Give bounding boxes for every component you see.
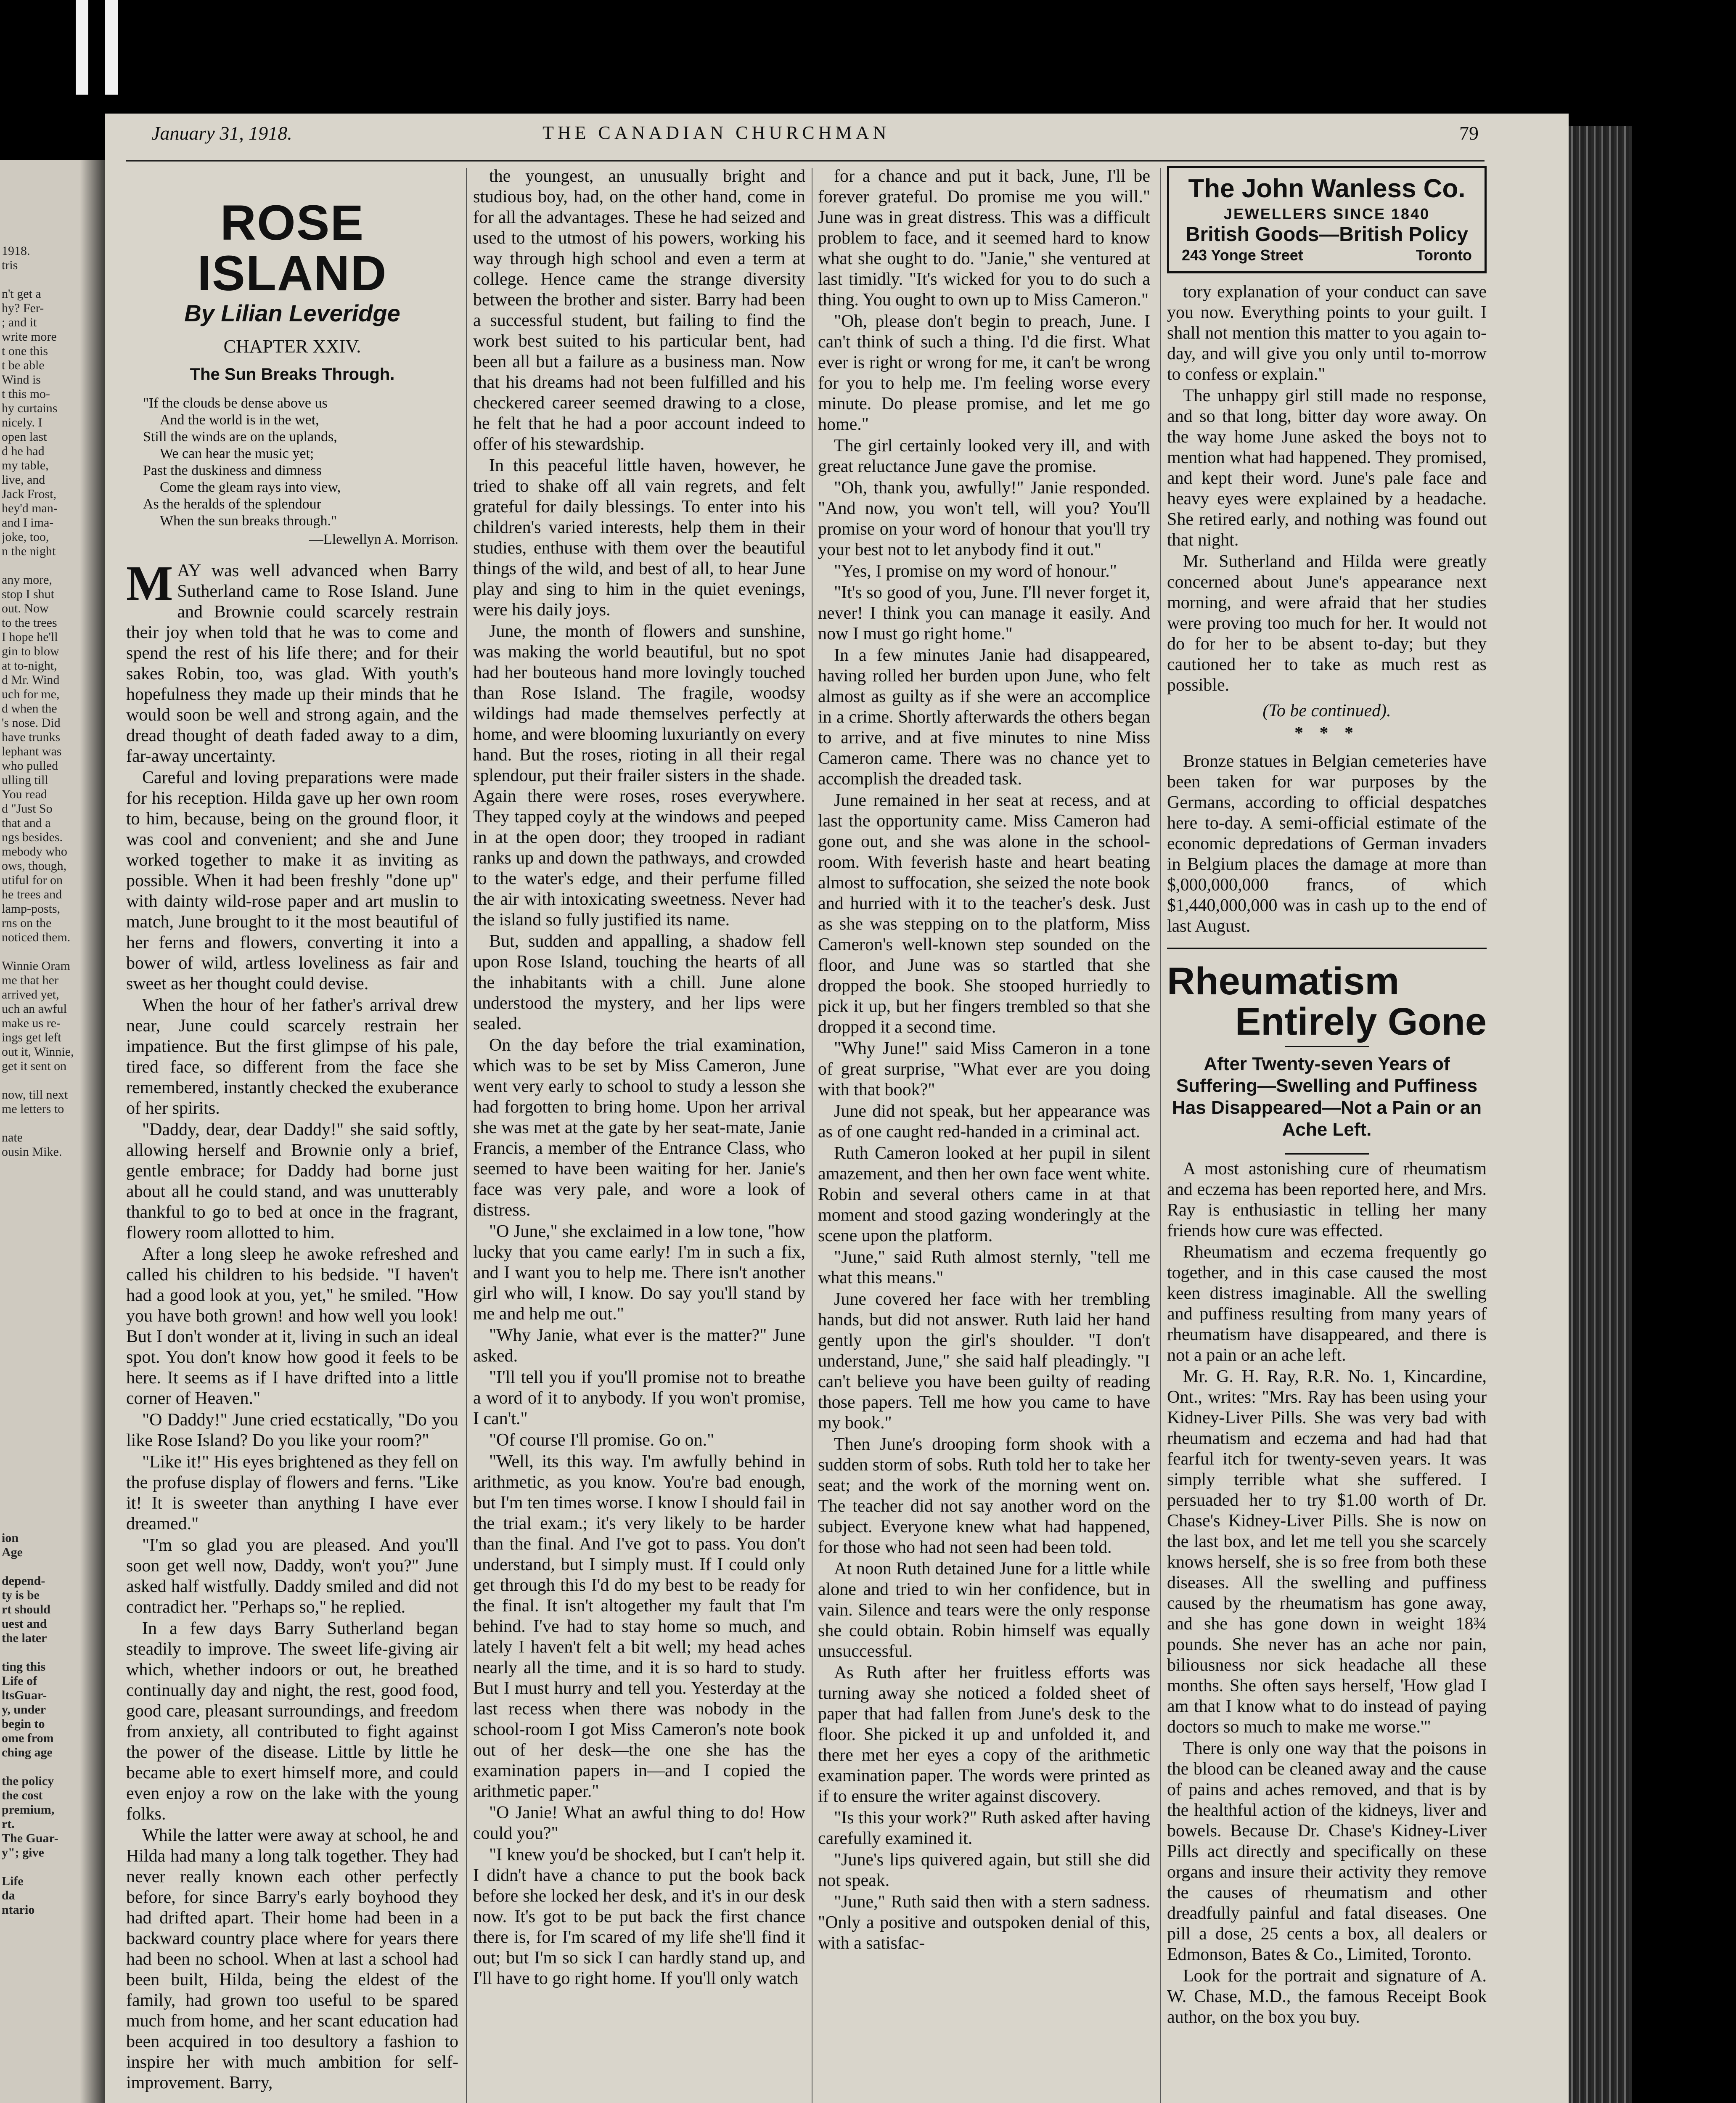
chapter-number: CHAPTER XXIV. xyxy=(223,336,361,357)
gutter-line: ows, though, xyxy=(2,859,67,873)
section-separator xyxy=(1167,948,1487,949)
paragraph: In a few days Barry Sutherland began steadily to improve. The sweet life-giving air which, whether indoors or out, he breathed continually day and night, the rest, good food, good care, pleasant surroundings, and freedom from anxiety, all contributed to fight against the power of the disease. Little by little he became able to exert himself more, and could even enjoy a row on the lake with the young folks. xyxy=(126,1619,458,1824)
gutter-line: hy curtains xyxy=(2,401,58,415)
paragraph: Then June's drooping form shook with a sudden storm of sobs. Ruth told her to take her seat; and the work of the morning went on. The teacher did not say another word on the subject. Everyone knew what had happened, for those who had not seen had been told. xyxy=(818,1435,1150,1557)
gutter-shadow xyxy=(80,160,105,2103)
gutter-line: utiful for on xyxy=(2,873,63,887)
gutter-line: d "Just So xyxy=(2,802,53,816)
gutter-line: n't get a xyxy=(2,287,41,301)
gutter-line: ; and it xyxy=(2,315,37,329)
column-rule xyxy=(466,168,467,2103)
gutter-line: t this mo- xyxy=(2,387,50,401)
gutter-line: my table, xyxy=(2,458,49,472)
gutter-line: I hope he'll xyxy=(2,630,58,644)
gutter-line: Age xyxy=(2,1545,23,1559)
gutter-line: hey'd man- xyxy=(2,501,58,515)
paragraph: But, sudden and appalling, a shadow fell upon Rose Island, touching the hearts of all the inhabitants with a chill. June alone understood the mystery, and her lips were sealed. xyxy=(473,932,805,1033)
gutter-line: y, under xyxy=(2,1703,46,1716)
column-4 xyxy=(1167,166,1487,2103)
paragraph: "Is this your work?" Ruth asked after having carefully examined it. xyxy=(818,1808,1150,1848)
gutter-line: out it, Winnie, xyxy=(2,1045,74,1059)
ad-tagline: JEWELLERS SINCE 1840 xyxy=(1223,205,1430,222)
section-stars: * * * xyxy=(1294,723,1359,743)
gutter-line: and I ima- xyxy=(2,516,54,530)
column-2 xyxy=(473,166,805,2103)
gutter-line: 1918. xyxy=(2,244,30,258)
book-edge xyxy=(1569,126,1632,2103)
gutter-line: ting this xyxy=(2,1660,46,1674)
paragraph: At noon Ruth detained June for a little while alone and tried to win her confidence, but in vain. Silence and tears were the only response she could obtain. Robin himself was equally unsuccessful. xyxy=(818,1559,1150,1661)
paragraph: "Oh, thank you, awfully!" Janie responded. "And now, you won't tell, will you? You'll promise on your word of honour that you'll try your best not to let anybody find it out." xyxy=(818,478,1150,559)
publication-title: THE CANADIAN CHURCHMAN xyxy=(542,122,890,143)
gutter-line: live, and xyxy=(2,473,45,487)
gutter-line: y"; give xyxy=(2,1846,44,1859)
paragraph: "I'm so glad you are pleased. And you'll soon get well now, Daddy, won't you?" June asked half wistfully. Daddy smiled and did not contradict her. "Perhaps so," he replied. xyxy=(126,1536,458,1617)
gutter-line: The Guar- xyxy=(2,1831,58,1845)
paragraph: When the hour of her father's arrival drew near, June could scarcely restrain her impatience. But the first glimpse of his pale, tired face, so different from the face she remembered, instantly checked the exuberance of her spirits. xyxy=(126,996,458,1118)
ad-policy: British Goods—British Policy xyxy=(1185,223,1469,246)
epigraph-poem xyxy=(143,395,458,548)
gutter-line: mebody who xyxy=(2,845,67,858)
paragraph: A most astonishing cure of rheumatism and eczema has been reported here, and Mrs. Ray is enthusiastic in telling her many friends how cure was effected. xyxy=(1167,1159,1487,1240)
paragraph: "Daddy, dear, dear Daddy!" she said softly, allowing herself and Brownie only a brief, gentle embrace; for Daddy had borne just about all he could stand, and was unutterably thankful to go to bed at once in the fragrant, flowery room allotted to him. xyxy=(126,1120,458,1242)
paragraph: While the latter were away at school, he and Hilda had many a long talk together. They had never really known each other perfectly before, for since Barry's early boyhood they had drifted apart. Their home had been in a backward country place where for years there had been no school. When at last a school had been built, Hilda, being the eldest of the family, had grown too useful to be spared much from home, and her scant education had been acquired in too desultory a fashion to inspire her with much ambition for self-improvement. Barry, xyxy=(126,1826,458,2092)
gutter-line: the later xyxy=(2,1631,47,1645)
gutter-line: ltsGuar- xyxy=(2,1688,47,1702)
gutter-line: make us re- xyxy=(2,1016,61,1030)
poem-line: Still the winds are on the uplands, xyxy=(143,429,337,445)
gutter-line: ulling till xyxy=(2,773,48,787)
paragraph: "I'll tell you if you'll promise not to breathe a word of it to anybody. If you won't promise, I can't." xyxy=(473,1368,805,1428)
rheumatism-headline xyxy=(1167,961,1487,1042)
news-item: Bronze statues in Belgian cemeteries have been taken for war purposes by the Germans, according to official despatches here to-day. A semi-official estimate of the economic depredations of German invaders in Belgium places the damage at more than $,000,000,000 francs, of which $1,440,000,000 was in cash up to the end of last August. xyxy=(1167,752,1487,936)
gutter-line: ching age xyxy=(2,1745,53,1759)
paragraph: "It's so good of you, June. I'll never forget it, never! I think you can manage it easily. And now I must go right home." xyxy=(818,583,1150,644)
paragraph: "O Janie! What an awful thing to do! How could you?" xyxy=(473,1803,805,1843)
gutter-line: ion xyxy=(2,1531,19,1545)
gutter-line: uch for me, xyxy=(2,687,60,701)
paragraph: The girl certainly looked very ill, and with great reluctance June gave the promise. xyxy=(818,436,1150,476)
gutter-line: now, till next xyxy=(2,1088,68,1102)
gutter-line: that and a xyxy=(2,816,51,830)
gutter-line: ings get left xyxy=(2,1030,61,1044)
paragraph: June covered her face with her trembling hands, but did not answer. Ruth laid her hand gently upon the girl's shoulder. "I don't understand, June," she said half pleadingly. "I can't believe you have been guilty of reading those papers. Tell me how you came to have my book." xyxy=(818,1290,1150,1433)
gutter-line: nicely. I xyxy=(2,416,42,429)
paragraph: "June," said Ruth almost sternly, "tell me what this means." xyxy=(818,1247,1150,1287)
gutter-line: who pulled xyxy=(2,759,58,773)
paragraph: "Oh, please don't begin to preach, June. I can't think of such a thing. I'd die first. What ever is right or wrong for me, it can't be wrong for you to help me. I'm feeling worse every minute. Do please promise, and let me go home." xyxy=(818,312,1150,434)
poem-line: Come the gleam rays into view, xyxy=(160,479,341,495)
paragraph: "Like it!" His eyes brightened as they fell on the profuse display of flowers and ferns. "Like it! It is sweeter than anything I have ever dreamed." xyxy=(126,1452,458,1534)
paragraph: In this peaceful little haven, however, he tried to shake off all vain regrets, and felt grateful for daily blessings. To enter into his children's varied interests, help them in their studies, enthuse with them over the beautiful things of the wild, and best of all, to hear June play and sing to him in the quiet evenings, were his daily joys. xyxy=(473,456,805,620)
column-rule xyxy=(1160,168,1161,2103)
gutter-line: da xyxy=(2,1888,15,1902)
paragraph: There is only one way that the poisons in the blood can be cleaned away and the cause of pains and aches removed, and that is by the healthful action of the kidneys, liver and bowels. Because Dr. Chase's Kidney-Liver Pills act directly and specifically on these organs and insure their activity they remove the causes of rheumatism and other dreadfully painful and fatal diseases. One pill a dose, 25 cents a box, all dealers or Edmonson, Bates & Co., Limited, Toronto. xyxy=(1167,1739,1487,1964)
opening-paragraph xyxy=(126,556,458,767)
gutter-line: hy? Fer- xyxy=(2,301,44,315)
paragraph: "June's lips quivered again, but still she did not speak. xyxy=(818,1850,1150,1890)
gutter-line: ousin Mike. xyxy=(2,1145,62,1159)
to-be-continued: (To be continued). xyxy=(1262,701,1391,720)
poem-line: As the heralds of the splendour xyxy=(143,496,321,512)
paragraph: "I knew you'd be shocked, but I can't help it. I didn't have a chance to put the book back before she locked her desk, and it's in our desk now. It's got to be put back the first chance there is, for I'm scared of my life she'll find it out; but I'm so sick I can hardly stand up, and I'll have to go right home. If you'll only watch xyxy=(473,1845,805,1988)
gutter-line: t one this xyxy=(2,344,48,358)
paragraph: On the day before the trial examination, which was to be set by Miss Cameron, June went very early to school to study a lesson she had forgotten to bring home. Upon her arrival she was met at the gate by her seat-mate, Janie Francis, a member of the Entrance Class, who seemed to have been waiting for her. Janie's face was very pale, and wore a look of distress. xyxy=(473,1036,805,1220)
ad-address-line xyxy=(1173,245,1480,265)
chapter-title: The Sun Breaks Through. xyxy=(190,365,395,384)
gutter-line: joke, too, xyxy=(2,530,49,544)
paragraph: In a few minutes Janie had disappeared, having rolled her burden upon June, who felt almost as guilty as if she were an accomplice in a crime. Shortly afterwards the others began to arrive, and at five minutes to nine Miss Cameron came. There was no chance yet to accomplish the dreaded task. xyxy=(818,646,1150,789)
gutter-line: depend- xyxy=(2,1574,45,1588)
column-3 xyxy=(818,166,1150,2103)
ad-city: Toronto xyxy=(1416,246,1472,264)
gutter-line: premium, xyxy=(2,1803,55,1817)
gutter-line: Winnie Oram xyxy=(2,959,70,973)
gutter-line: ome from xyxy=(2,1731,54,1745)
gutter-line: ntario xyxy=(2,1903,35,1917)
story-byline: By Lilian Leveridge xyxy=(184,300,400,326)
gutter-line: t be able xyxy=(2,358,45,372)
paragraph: "Of course I'll promise. Go on." xyxy=(489,1430,715,1450)
paragraph: for a chance and put it back, June, I'll be forever grateful. Do promise me you will." June was in great distress. This was a difficult problem to face, and it seemed hard to know what she ought to do. "Janie," she ventured at last timidly. "It's wicked for you to do such a thing. You ought to own up to Miss Cameron." xyxy=(818,167,1150,310)
paragraph: Careful and loving preparations were made for his reception. Hilda gave up her own room to him, because, being on the ground floor, it was cool and convenient; and she and June worked together to make it as inviting as possible. When it had been freshly "done up" with dainty wild-rose paper and art muslin to match, June brought to it the most beautiful of her ferns and flowers, converting it into a bower of wild, artless loveliness as fair and sweet as her thought could devise. xyxy=(126,768,458,993)
page-date: January 31, 1918. xyxy=(151,122,292,144)
gutter-line: Life of xyxy=(2,1674,37,1688)
gutter-line: lamp-posts, xyxy=(2,902,61,916)
gutter-line: 's nose. Did xyxy=(2,716,61,730)
poem-attribution: —Llewellyn A. Morrison. xyxy=(309,532,458,547)
wanless-advertisement xyxy=(1167,166,1487,273)
rheumatism-body xyxy=(1167,1159,1487,2028)
paragraph: "Why Janie, what ever is the matter?" June asked. xyxy=(473,1326,805,1366)
poem-line: "If the clouds be dense above us xyxy=(143,395,328,411)
short-rule xyxy=(1285,1153,1369,1155)
paragraph: "O June," she exclaimed in a low tone, "how lucky that you came early! I'm in such a fix, and I want you to help me. There isn't another girl who will, I know. Do say you'll stand by me and help me out." xyxy=(473,1222,805,1324)
gutter-line: write more xyxy=(2,330,57,344)
gutter-line: You read xyxy=(2,787,47,801)
gutter-line: at to-night, xyxy=(2,659,57,673)
gutter-line: any more, xyxy=(2,573,52,587)
gutter-line: n the night xyxy=(2,544,56,558)
gutter-line: d he had xyxy=(2,444,45,458)
poem-line: And the world is in the wet, xyxy=(160,412,319,428)
rheumatism-subhead: After Twenty-seven Years of Suffering—Swelling and Puffiness Has Disappeared—Not a Pain or an Ache Left. xyxy=(1172,1054,1482,1140)
header-rule xyxy=(126,160,1485,162)
paragraph: Ruth Cameron looked at her pupil in silent amazement, and then her own face went white. Robin and several others came in at that moment and stood gazing wonderingly at the scene upon the platform. xyxy=(818,1144,1150,1245)
gutter-line: ty is be xyxy=(2,1588,40,1602)
gutter-line: open last xyxy=(2,430,47,444)
column-2-body xyxy=(473,166,805,1989)
gutter-line: stop I shut xyxy=(2,587,55,601)
film-marker xyxy=(76,0,88,95)
drop-cap: M xyxy=(126,556,173,611)
column-1 xyxy=(126,172,458,2103)
paragraph: June, the month of flowers and sunshine, was making the world beautiful, but no spot had her bouteous hand more lovingly touched than Rose Island. The fragile, woodsy wildings had made themselves perfectly at home, and were blooming luxuriantly on every hand. But the roses, rioting in all their regal splendour, put their frailer sisters in the shade. Again there were roses, roses everywhere. They tapped coyly at the windows and peeped in at the open door; they trooped in radiant ranks up and down the pathways, and crowded to the water's edge, and their perfume filled the air with intoxicating sweetness. Never had the island so fully justified its name. xyxy=(473,622,805,930)
gutter-line: rt. xyxy=(2,1817,15,1831)
paragraph: Mr. G. H. Ray, R.R. No. 1, Kincardine, Ont., writes: "Mrs. Ray has been using your Kidney-Liver Pills. She was very bad with rheumatism and eczema and had had that fearful itch for twenty-seven years. It was simply terrible what she suffered. I persuaded her to try $1.00 worth of Dr. Chase's Kidney-Liver Pills. She is now on the last box, and let me tell you she scarcely knows herself, she is so free from both these diseases. All the swelling and puffiness caused by the rheumatism has gone away, and she has gone down in weight 18¾ pounds. She never has an ache nor pain, biliousness nor sick headache all these months. She often says herself, 'How glad I am that I know what to do instead of paying doctors so much to make me worse.'" xyxy=(1167,1367,1487,1737)
gutter-line: Wind is xyxy=(2,373,41,387)
poem-line: We can hear the music yet; xyxy=(160,446,314,461)
gutter-line: get it sent on xyxy=(2,1059,67,1073)
paragraph: tory explanation of your conduct can save you now. Everything points to your guilt. I shall not mention this matter to you again to-day, and will give you only until to-morrow to confess or explain." xyxy=(1167,282,1487,384)
gutter-line: lephant was xyxy=(2,744,62,758)
paragraph: "June," Ruth said then with a stern sadness. "Only a positive and outspoken denial of this, with a satisfac- xyxy=(818,1892,1150,1953)
gutter-line: nate xyxy=(2,1131,23,1144)
paragraph: "Yes, I promise on my word of honour." xyxy=(834,562,1117,581)
page-number: 79 xyxy=(1459,122,1479,144)
gutter-line: Life xyxy=(2,1874,24,1888)
gutter-line: tris xyxy=(2,258,18,272)
gutter-line: the policy xyxy=(2,1774,54,1788)
paragraph: As Ruth after her fruitless efforts was turning away she noticed a folded sheet of paper that had fallen from June's desk to the floor. She picked it up and unfolded it, and there met her eyes a copy of the arithmetic examination paper. The words were printed as if to ensure the writer against discovery. xyxy=(818,1663,1150,1806)
gutter-line: to the trees xyxy=(2,616,57,630)
gutter-line: rt should xyxy=(2,1602,50,1616)
paragraph: "Why June!" said Miss Cameron in a tone of great surprise, "What ever are you doing with that book?" xyxy=(818,1039,1150,1099)
paragraph: Look for the portrait and signature of A. W. Chase, M.D., the famous Receipt Book author, on the box you buy. xyxy=(1167,1966,1487,2027)
gutter-line: rns on the xyxy=(2,916,52,930)
column-3-body xyxy=(818,166,1150,1954)
paragraph: The unhappy girl still made no response, and so that long, bitter day wore away. On the way home June asked the boys not to mention what had happened. They promised, and kept their word. June's pale face and heavy eyes were explained by a headache. She retired early, and nothing was found out that night. xyxy=(1167,386,1487,550)
gutter-line: he trees and xyxy=(2,887,62,901)
gutter-line: gin to blow xyxy=(2,644,59,658)
gutter-line: uest and xyxy=(2,1617,47,1631)
column-4-story-end xyxy=(1167,282,1487,696)
gutter-line: ngs besides. xyxy=(2,830,63,844)
film-marker xyxy=(105,0,118,95)
headline-line-2: Entirely Gone xyxy=(1235,1000,1487,1043)
paragraph: "O Daddy!" June cried ecstatically, "Do you like Rose Island? Do you like your room?" xyxy=(126,1410,458,1450)
ad-company-name: The John Wanless Co. xyxy=(1188,174,1466,203)
gutter-line: arrived yet, xyxy=(2,988,59,1001)
gutter-line: me that her xyxy=(2,973,58,987)
paragraph: "Well, its this way. I'm awfully behind in arithmetic, as you know. You're bad enough, but I'm ten times worse. I know I should fail in the trial exam.; it's very likely to be harder than the final. And I've got to pass. You don't understand, but I simply must. If I could only get through this I'd do my best to be ready for the final. It isn't altogether my fault that I'm behind. I've had to stay home so much, and lately I haven't felt a bit well; my head aches nearly all the time, and it is so hard to study. But I must hurry and tell you. Yesterday at the last recess when there was nobody in the school-room I got Miss Cameron's note book out of her desk—the one she has the examination papers in—and I copied the arithmetic paper." xyxy=(473,1452,805,1801)
gutter-line: have trunks xyxy=(2,730,61,744)
gutter-line: Jack Frost, xyxy=(2,487,56,501)
gutter-line: me letters to xyxy=(2,1102,64,1116)
paragraph: Mr. Sutherland and Hilda were greatly concerned about June's appearance next morning, and were afraid that her studies were proving too much for her. It would not do for her to be absent to-day; but they cautioned her to take as much rest as possible. xyxy=(1167,552,1487,695)
ad-address: 243 Yonge Street xyxy=(1182,246,1303,264)
column-1-body xyxy=(126,768,458,2093)
poem-line: Past the duskiness and dimness xyxy=(143,463,322,478)
paragraph: After a long sleep he awoke refreshed and called his children to his bedside. "I haven't had a good look at you, yet," he smiled. "How you have both grown! and how well you look! But I don't wonder at it, living in such an ideal spot. You don't know how good it feels to be here. It seems as if I have drifted into a little corner of Heaven." xyxy=(126,1245,458,1408)
paragraph: the youngest, an unusually bright and studious boy, had, on the other hand, come in for all the advantages. These he had seized and used to the utmost of his powers, working his way through high school and even a term at college. Hence came the strange diversity between the brother and sister. Barry had been a successful student, but failing to find the work best suited to his particular bent, had been all but a failure as a business man. Now that his dreams had not been fulfilled and his checkered career seemed drawing to a close, he felt that he had a poor account indeed to offer of his stewardship. xyxy=(473,167,805,454)
paragraph: June remained in her seat at recess, and at last the opportunity came. Miss Cameron had gone out, and she was alone in the school-room. With feverish haste and heart beating almost to suffocation, she seized the note book and hurried with it to the teacher's desk. Just as she was stepping on to the platform, Miss Cameron's well-known step sounded on the floor, and June was so startled that she dropped the book. She stooped hurriedly to pick it up, but her fingers trembled so that she dropped it a second time. xyxy=(818,791,1150,1037)
gutter-line: begin to xyxy=(2,1717,45,1731)
gutter-line: noticed them. xyxy=(2,930,71,944)
poem-line: When the sun breaks through." xyxy=(160,513,337,529)
previous-page-gutter xyxy=(0,160,105,2103)
gutter-line: the cost xyxy=(2,1788,43,1802)
short-rule xyxy=(1285,1046,1369,1047)
opening-text: AY was well advanced when Barry Sutherland came to Rose Island. June and Brownie could scarcely restrain their joy when told that he was to come and spend the rest of his life there; and for their sakes Robin, too, was glad. With youth's hopefulness they made up their minds that he would soon be well and strong again, and the dread thought of death faded away to a dim, far-away uncertainty. xyxy=(126,561,458,766)
paragraph: June did not speak, but her appearance was as of one caught red-handed in a criminal act. xyxy=(818,1102,1150,1142)
gutter-line: d Mr. Wind xyxy=(2,673,60,687)
gutter-line: d when the xyxy=(2,702,57,715)
paragraph: Rheumatism and eczema frequently go together, and in this case caused the most keen distress imaginable. All the swelling and puffiness resulting from many years of rheumatism have disappeared, and there is not a pain or an ache left. xyxy=(1167,1242,1487,1365)
story-title: ROSE ISLAND xyxy=(197,195,387,301)
gutter-line: uch an awful xyxy=(2,1002,67,1016)
headline-line-1: Rheumatism xyxy=(1167,960,1400,1003)
gutter-line: out. Now xyxy=(2,601,49,615)
